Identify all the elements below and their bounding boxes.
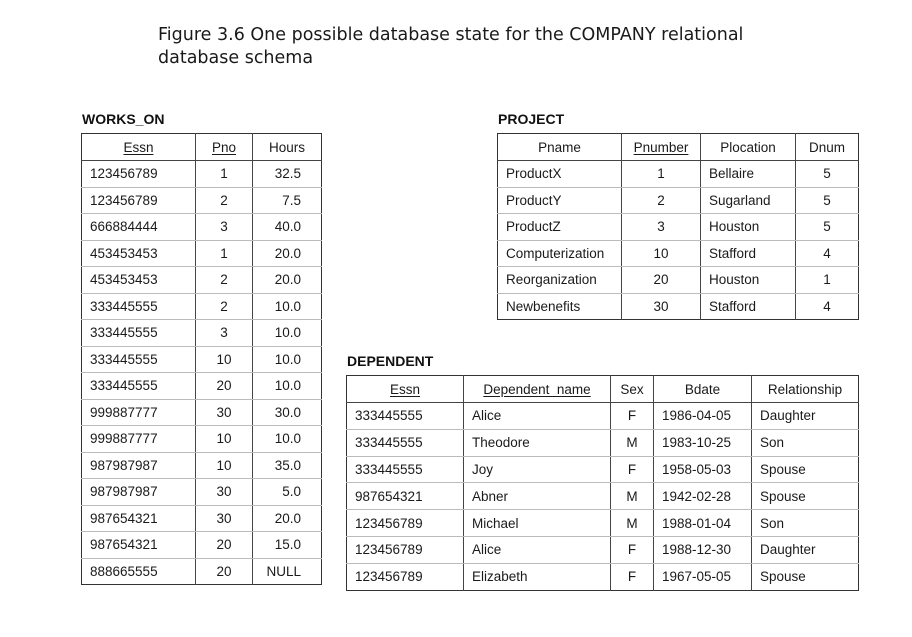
works-on-cell-essn: 987987987 bbox=[82, 479, 196, 506]
works-on-cell-hours: 10.0 bbox=[253, 293, 322, 320]
dependent-cell-bdate: 1958-05-03 bbox=[654, 456, 752, 483]
dependent-cell-essn: 333445555 bbox=[347, 429, 464, 456]
dependent-cell-dependent-name: Joy bbox=[464, 456, 611, 483]
dependent-row bbox=[347, 403, 859, 430]
dependent-cell-essn: 123456789 bbox=[355, 569, 423, 585]
dependent-cell-sex: F bbox=[611, 456, 654, 483]
works-on-cell-essn: 453453453 bbox=[82, 240, 196, 267]
dependent-cell-sex: F bbox=[611, 563, 654, 590]
works-on-cell-hours: 10.0 bbox=[253, 426, 322, 453]
works-on-cell-hours: 30.0 bbox=[253, 399, 322, 426]
works-on-cell-essn: 987654321 bbox=[82, 532, 196, 559]
works-on-row bbox=[82, 320, 322, 347]
works-on-row bbox=[82, 373, 322, 400]
works-on-row bbox=[82, 214, 322, 241]
project-cell-plocation: Sugarland bbox=[701, 187, 796, 214]
project-cell-pname: Computerization bbox=[498, 240, 622, 267]
dependent-header-row bbox=[347, 376, 859, 403]
dependent-cell-essn: 123456789 bbox=[347, 536, 464, 563]
dependent-cell-relationship: Daughter bbox=[752, 536, 859, 563]
dependent-table bbox=[346, 375, 859, 591]
project-cell-plocation: Stafford bbox=[701, 293, 796, 320]
project-cell-plocation: Stafford bbox=[701, 240, 796, 267]
project-cell-pname: ProductX bbox=[498, 161, 622, 188]
dependent-row bbox=[347, 536, 859, 563]
dependent-cell-essn: 333445555 bbox=[347, 456, 464, 483]
works-on-cell-pno: 3 bbox=[196, 214, 253, 241]
project-header-row bbox=[498, 134, 859, 161]
project-cell-pname: ProductY bbox=[498, 187, 622, 214]
works-on-cell-pno: 20 bbox=[196, 373, 253, 400]
works-on-row bbox=[82, 187, 322, 214]
project-cell-dnum: 1 bbox=[796, 267, 859, 294]
dependent-cell-dependent-name: Michael bbox=[464, 510, 611, 537]
works-on-cell-hours: 35.0 bbox=[253, 452, 322, 479]
dependent-cell-sex: M bbox=[611, 510, 654, 537]
dependent-rows bbox=[347, 403, 859, 591]
works-on-cell-hours: 40.0 bbox=[253, 214, 322, 241]
works-on-header-pno: Pno bbox=[196, 134, 253, 161]
project-cell-pnumber: 3 bbox=[622, 214, 701, 241]
works-on-rows bbox=[82, 161, 322, 585]
dependent-cell-relationship: Spouse bbox=[752, 456, 859, 483]
works-on-row bbox=[82, 293, 322, 320]
dependent-cell-dependent-name: Abner bbox=[464, 483, 611, 510]
project-cell-dnum: 5 bbox=[796, 214, 859, 241]
works-on-cell-essn: 333445555 bbox=[82, 346, 196, 373]
project-cell-pnumber: 10 bbox=[622, 240, 701, 267]
works-on-header-essn: Essn bbox=[82, 134, 196, 161]
dependent-header-dependent-name: Dependent_name bbox=[464, 376, 611, 403]
works-on-row bbox=[82, 505, 322, 532]
project-header-pname: Pname bbox=[498, 134, 622, 161]
works-on-cell-essn: 888665555 bbox=[90, 563, 158, 579]
works-on-cell-essn: 999887777 bbox=[82, 426, 196, 453]
project-header-pnumber: Pnumber bbox=[622, 134, 701, 161]
works-on-row bbox=[82, 532, 322, 559]
dependent-cell-relationship: Son bbox=[752, 429, 859, 456]
dependent-header-relationship: Relationship bbox=[752, 376, 859, 403]
project-row bbox=[498, 267, 859, 294]
project-cell-pnumber: 2 bbox=[622, 187, 701, 214]
figure-title-line-1: Figure 3.6 One possible database state for the COMPANY relational bbox=[158, 25, 744, 45]
project-label: PROJECT bbox=[498, 111, 565, 127]
project-cell-pname: Reorganization bbox=[498, 267, 622, 294]
works-on-cell-hours: 5.0 bbox=[253, 479, 322, 506]
dependent-cell-bdate: 1967-05-05 bbox=[654, 563, 752, 590]
dependent-cell-sex: F bbox=[611, 403, 654, 430]
works-on-cell-hours: 20.0 bbox=[253, 267, 322, 294]
project-row bbox=[498, 293, 859, 320]
works-on-cell-pno: 3 bbox=[196, 320, 253, 347]
works-on-cell-hours: 32.5 bbox=[253, 161, 322, 188]
dependent-cell-relationship: Son bbox=[752, 510, 859, 537]
dependent-cell-relationship: Daughter bbox=[752, 403, 859, 430]
works-on-cell-hours: 10.0 bbox=[253, 320, 322, 347]
works-on-row bbox=[82, 267, 322, 294]
dependent-cell-bdate: 1942-02-28 bbox=[654, 483, 752, 510]
project-row bbox=[498, 187, 859, 214]
dependent-row bbox=[347, 510, 859, 537]
dependent-cell-essn: 333445555 bbox=[347, 403, 464, 430]
works-on-cell-essn: 453453453 bbox=[82, 267, 196, 294]
works-on-cell-pno: 20 bbox=[196, 532, 253, 559]
works-on-cell-hours: 10.0 bbox=[253, 346, 322, 373]
works-on-cell-pno: 2 bbox=[196, 187, 253, 214]
dependent-cell-bdate: 1983-10-25 bbox=[654, 429, 752, 456]
project-cell-plocation: Houston bbox=[701, 267, 796, 294]
project-cell-dnum: 5 bbox=[796, 161, 859, 188]
project-cell-plocation: Bellaire bbox=[701, 161, 796, 188]
works-on-row bbox=[82, 346, 322, 373]
dependent-cell-sex: M bbox=[611, 483, 654, 510]
dependent-cell-dependent-name: Theodore bbox=[464, 429, 611, 456]
dependent-header-sex: Sex bbox=[611, 376, 654, 403]
project-cell-pname: ProductZ bbox=[498, 214, 622, 241]
works-on-cell-pno: 10 bbox=[196, 346, 253, 373]
project-header-plocation: Plocation bbox=[701, 134, 796, 161]
dependent-cell-bdate: 1986-04-05 bbox=[654, 403, 752, 430]
works-on-cell-hours: 20.0 bbox=[253, 505, 322, 532]
works-on-header-hours: Hours bbox=[253, 134, 322, 161]
dependent-header-essn: Essn bbox=[347, 376, 464, 403]
works-on-cell-essn: 333445555 bbox=[82, 373, 196, 400]
works-on-cell-hours: 20.0 bbox=[253, 240, 322, 267]
works-on-cell-pno: 30 bbox=[196, 399, 253, 426]
works-on-label: WORKS_ON bbox=[82, 111, 165, 127]
dependent-cell-bdate: 1988-12-30 bbox=[654, 536, 752, 563]
works-on-cell-essn: 999887777 bbox=[82, 399, 196, 426]
project-cell-pnumber: 1 bbox=[622, 161, 701, 188]
works-on-cell-essn: 333445555 bbox=[82, 293, 196, 320]
dependent-label: DEPENDENT bbox=[347, 353, 434, 369]
works-on-cell-essn: 123456789 bbox=[82, 161, 196, 188]
works-on-cell-pno: 1 bbox=[196, 161, 253, 188]
dependent-cell-dependent-name: Elizabeth bbox=[464, 563, 611, 590]
project-cell-pnumber: 30 bbox=[622, 293, 701, 320]
works-on-cell-hours: 15.0 bbox=[253, 532, 322, 559]
works-on-cell-essn: 666884444 bbox=[82, 214, 196, 241]
project-rows bbox=[498, 161, 859, 320]
project-cell-dnum: 5 bbox=[796, 187, 859, 214]
dependent-cell-sex: M bbox=[611, 429, 654, 456]
dependent-cell-dependent-name: Alice bbox=[464, 403, 611, 430]
works-on-cell-pno: 10 bbox=[196, 426, 253, 453]
figure-title bbox=[158, 24, 778, 70]
project-header-dnum: Dnum bbox=[796, 134, 859, 161]
dependent-cell-essn: 987654321 bbox=[347, 483, 464, 510]
works-on-cell-essn: 987654321 bbox=[82, 505, 196, 532]
dependent-cell-relationship: Spouse bbox=[752, 563, 859, 590]
works-on-table bbox=[81, 133, 322, 585]
dependent-cell-sex: F bbox=[611, 536, 654, 563]
dependent-row bbox=[347, 456, 859, 483]
project-row bbox=[498, 214, 859, 241]
project-cell-pnumber: 20 bbox=[622, 267, 701, 294]
works-on-cell-hours: 10.0 bbox=[253, 373, 322, 400]
works-on-cell-essn: 333445555 bbox=[82, 320, 196, 347]
dependent-header-bdate: Bdate bbox=[654, 376, 752, 403]
works-on-cell-pno: 2 bbox=[196, 267, 253, 294]
works-on-cell-pno: 10 bbox=[196, 452, 253, 479]
dependent-row bbox=[347, 429, 859, 456]
works-on-row bbox=[82, 452, 322, 479]
dependent-row bbox=[347, 483, 859, 510]
project-table bbox=[497, 133, 859, 320]
works-on-row bbox=[82, 399, 322, 426]
dependent-cell-relationship: Spouse bbox=[752, 483, 859, 510]
works-on-cell-pno: 30 bbox=[196, 505, 253, 532]
dependent-row bbox=[347, 563, 859, 590]
works-on-cell-pno: 20 bbox=[196, 558, 253, 585]
works-on-cell-pno: 30 bbox=[196, 479, 253, 506]
works-on-header-row bbox=[82, 134, 322, 161]
project-row bbox=[498, 240, 859, 267]
works-on-row bbox=[82, 558, 322, 585]
project-cell-pname: Newbenefits bbox=[506, 298, 581, 314]
works-on-cell-pno: 2 bbox=[196, 293, 253, 320]
project-cell-plocation: Houston bbox=[701, 214, 796, 241]
project-cell-dnum: 4 bbox=[796, 240, 859, 267]
project-row bbox=[498, 161, 859, 188]
works-on-row bbox=[82, 426, 322, 453]
works-on-cell-pno: 1 bbox=[196, 240, 253, 267]
works-on-row bbox=[82, 240, 322, 267]
works-on-row bbox=[82, 161, 322, 188]
works-on-cell-essn: 123456789 bbox=[82, 187, 196, 214]
project-cell-dnum: 4 bbox=[796, 293, 859, 320]
dependent-cell-bdate: 1988-01-04 bbox=[654, 510, 752, 537]
dependent-cell-dependent-name: Alice bbox=[464, 536, 611, 563]
figure-title-line-2: database schema bbox=[158, 48, 314, 68]
dependent-cell-essn: 123456789 bbox=[347, 510, 464, 537]
works-on-cell-hours: NULL bbox=[253, 558, 322, 585]
works-on-cell-essn: 987987987 bbox=[82, 452, 196, 479]
works-on-cell-hours: 7.5 bbox=[253, 187, 322, 214]
works-on-row bbox=[82, 479, 322, 506]
